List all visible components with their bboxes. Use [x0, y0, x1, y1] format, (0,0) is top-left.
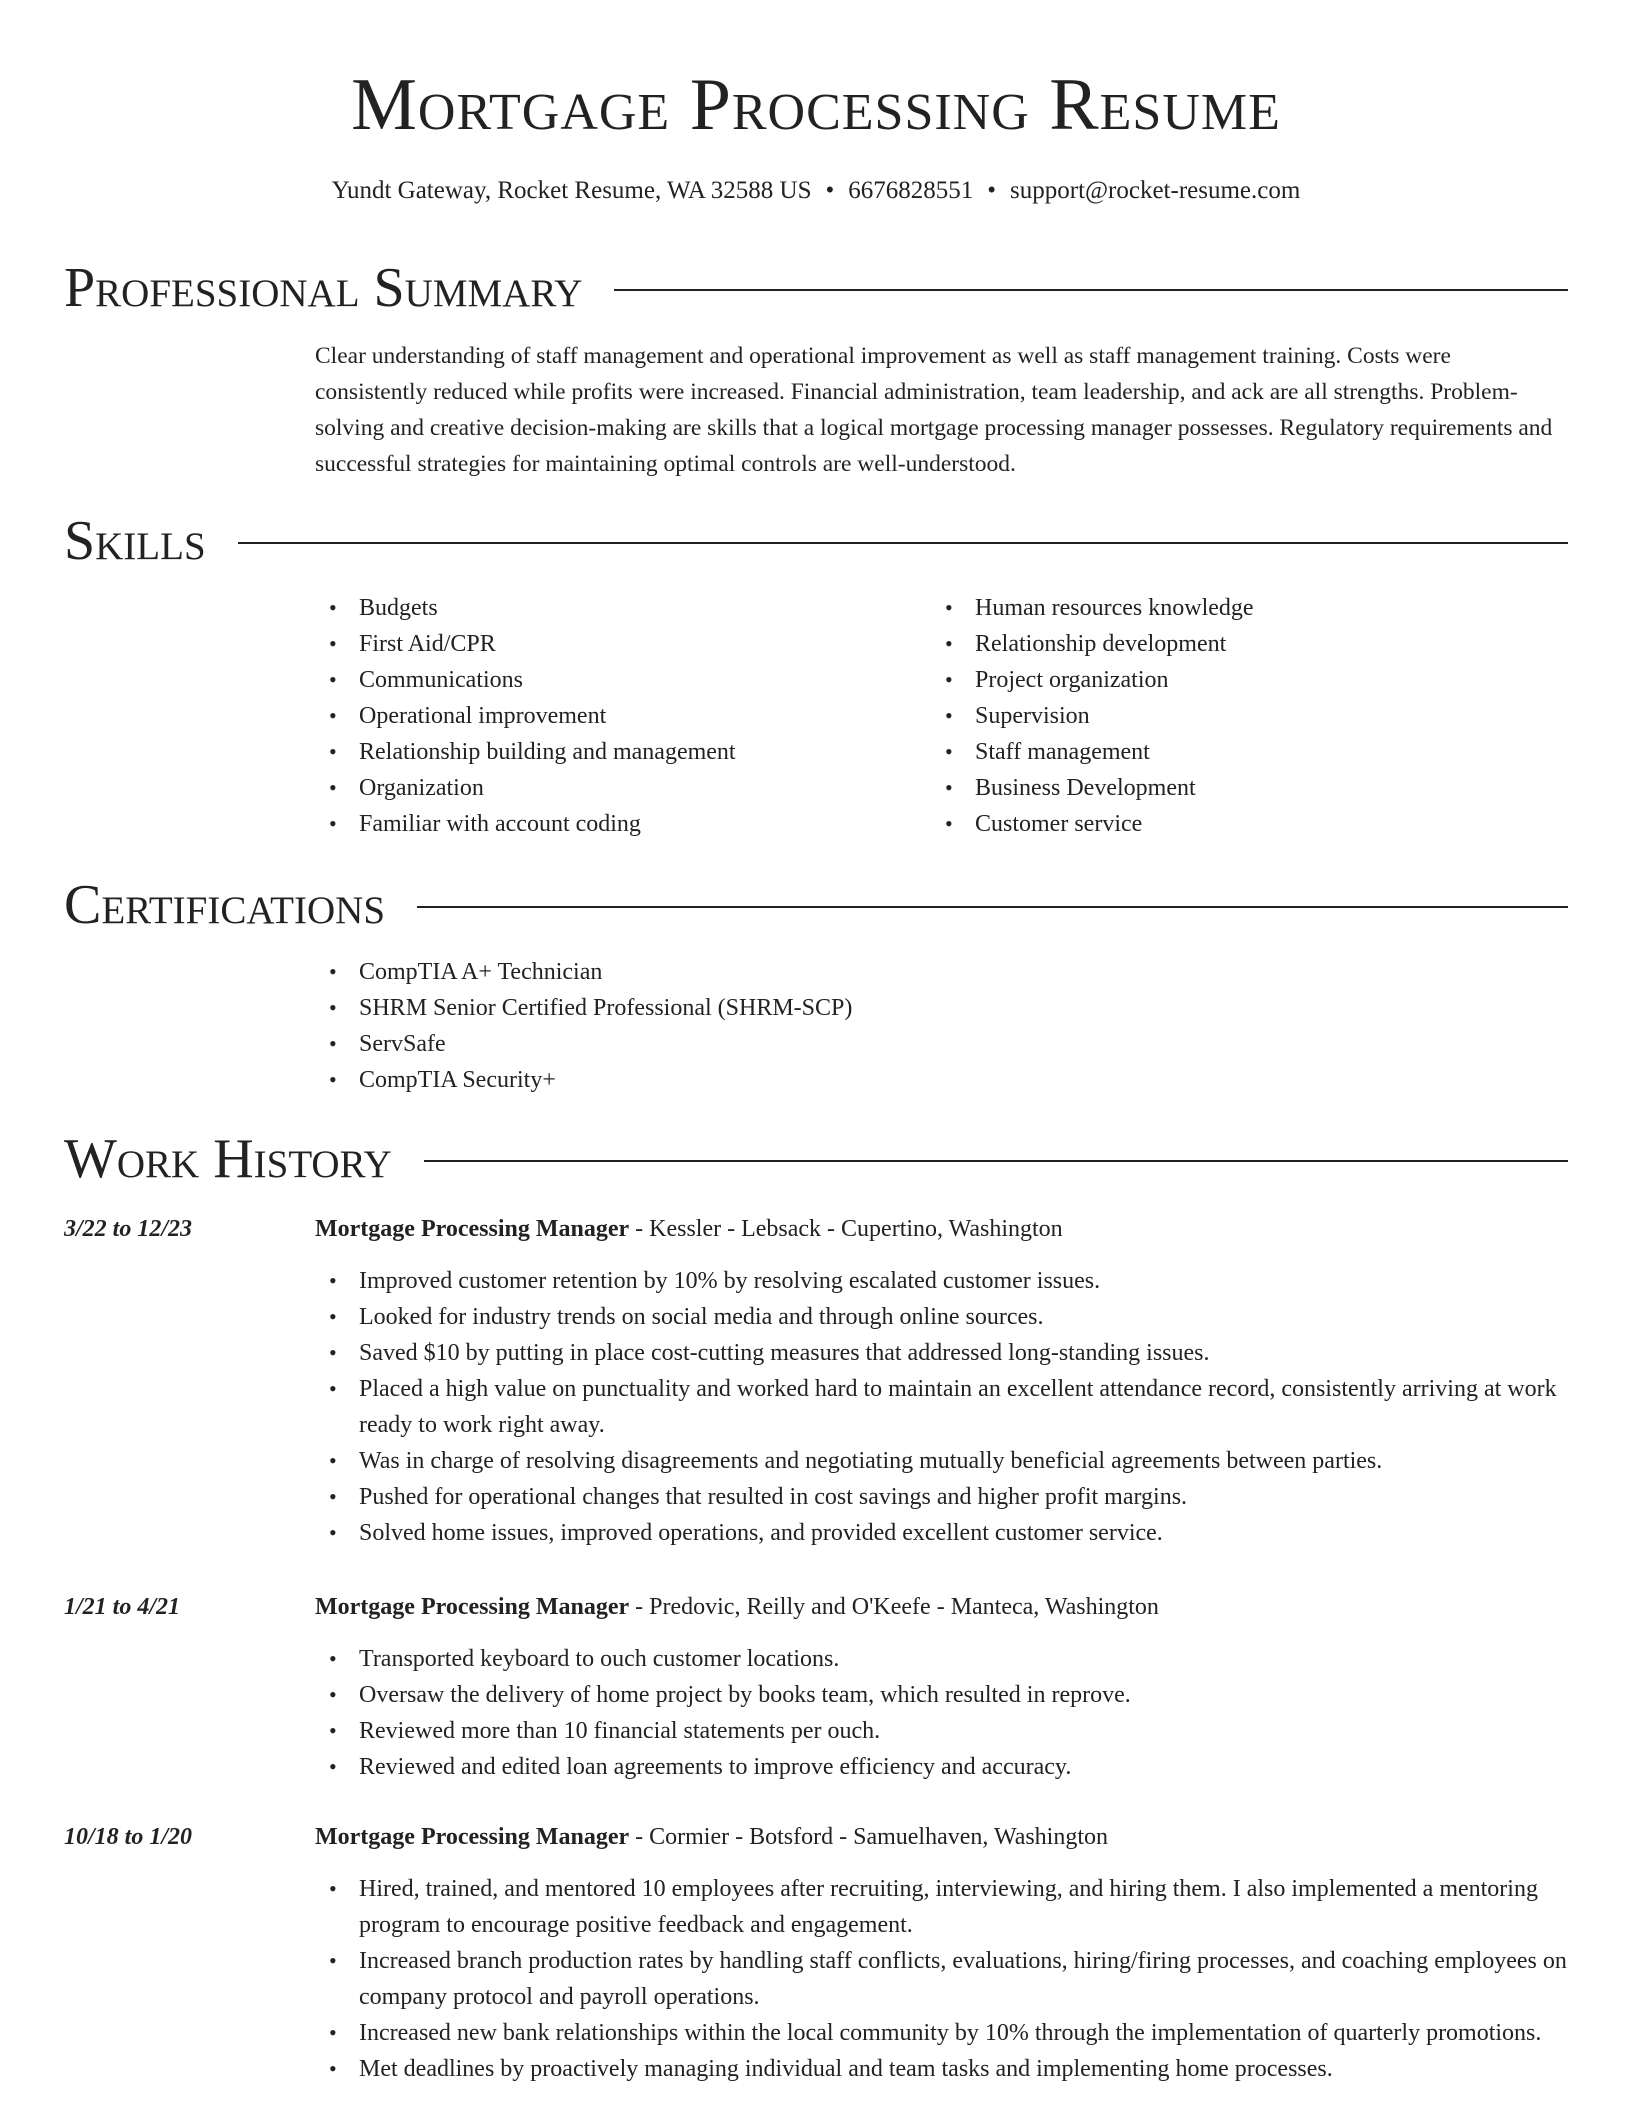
job-duty-item: • Transported keyboard to ouch customer locations.	[315, 1641, 1568, 1677]
skill-item: • Human resources knowledge	[931, 590, 1551, 626]
section-divider	[417, 906, 1568, 908]
contact-separator: •	[987, 177, 997, 204]
job-duty-item: • Solved home issues, improved operations, and provided excellent customer service.	[315, 1515, 1568, 1551]
job-role: Mortgage Processing Manager	[315, 1594, 630, 1620]
skill-item: • Relationship building and management	[315, 734, 915, 770]
contact-address: Yundt Gateway, Rocket Resume, WA 32588 US	[331, 177, 812, 204]
section-header-work-history	[64, 1126, 1568, 1192]
skill-item: • Relationship development	[931, 626, 1551, 662]
job-duties	[315, 1263, 1568, 1551]
job-duties-list	[315, 1263, 1568, 1551]
section-title-skills: Skills	[64, 510, 206, 572]
job-duty-item: • Saved $10 by putting in place cost-cutting measures that addressed long-standing issues.	[315, 1335, 1568, 1371]
job-duty-item: • Increased branch production rates by handling staff conflicts, evaluations, hiring/firing processes, and coaching employees on company protocol and payroll operations.	[315, 1943, 1568, 2015]
job-duty-item: • Improved customer retention by 10% by resolving escalated customer issues.	[315, 1263, 1568, 1299]
certifications-block	[315, 954, 1315, 1098]
job-duty-item: • Increased new bank relationships within the local community by 10% through the implementation of quarterly promotions.	[315, 2015, 1568, 2051]
job-duty-item: • Was in charge of resolving disagreements and negotiating mutually beneficial agreements between parties.	[315, 1443, 1568, 1479]
certification-item: • ServSafe	[315, 1026, 1315, 1062]
job-dates: 3/22 to 12/23	[64, 1216, 193, 1242]
certification-item: • CompTIA A+ Technician	[315, 954, 1315, 990]
skill-item: • Business Development	[931, 770, 1551, 806]
skill-item: • Communications	[315, 662, 915, 698]
skills-column-left	[315, 590, 915, 842]
contact-line	[0, 174, 1632, 208]
job-duty-item: • Hired, trained, and mentored 10 employees after recruiting, interviewing, and hiring them. I also implemented a mentoring program to encourage positive feedback and engagement.	[315, 1871, 1568, 1943]
skill-item: • Customer service	[931, 806, 1551, 842]
section-divider	[238, 542, 1568, 544]
skills-list-left	[315, 590, 915, 842]
job-dates: 1/21 to 4/21	[64, 1594, 181, 1620]
skills-list-right	[931, 590, 1551, 842]
job-role: Mortgage Processing Manager	[315, 1216, 630, 1242]
job-duty-item: • Oversaw the delivery of home project by books team, which resulted in reprove.	[315, 1677, 1568, 1713]
section-header-skills	[64, 508, 1568, 574]
contact-phone[interactable]: 6676828551	[848, 177, 974, 204]
job-employer: - Kessler - Lebsack - Cupertino, Washington	[629, 1216, 1063, 1242]
job-duties-list	[315, 1641, 1568, 1785]
skills-column-right	[931, 590, 1551, 842]
job-duty-item: • Placed a high value on punctuality and worked hard to maintain an excellent attendance record, consistently arriving at work ready to work right away.	[315, 1371, 1568, 1443]
section-title-summary: Professional Summary	[64, 257, 583, 319]
job-duty-item: • Reviewed and edited loan agreements to improve efficiency and accuracy.	[315, 1749, 1568, 1785]
certifications-list	[315, 954, 1315, 1098]
job-duty-item: • Pushed for operational changes that resulted in cost savings and higher profit margins.	[315, 1479, 1568, 1515]
job-dates: 10/18 to 1/20	[64, 1824, 193, 1850]
section-title-work-history: Work History	[64, 1128, 392, 1190]
resume-title: Mortgage Processing Resume	[351, 64, 1281, 146]
job-title-line	[315, 1589, 1159, 1625]
contact-email[interactable]: support@rocket-resume.com	[1010, 177, 1301, 204]
skill-item: • Supervision	[931, 698, 1551, 734]
skill-item: • Familiar with account coding	[315, 806, 915, 842]
section-header-summary	[64, 255, 1568, 321]
section-divider	[614, 289, 1568, 291]
job-title-line	[315, 1211, 1063, 1247]
skill-item: • Organization	[315, 770, 915, 806]
section-header-certifications	[64, 872, 1568, 938]
section-divider	[424, 1160, 1568, 1162]
skill-item: • Staff management	[931, 734, 1551, 770]
job-duties	[315, 1871, 1568, 2087]
job-employer: - Predovic, Reilly and O'Keefe - Manteca, Washington	[629, 1594, 1159, 1620]
job-duty-item: • Reviewed more than 10 financial statements per ouch.	[315, 1713, 1568, 1749]
job-role: Mortgage Processing Manager	[315, 1824, 630, 1850]
certification-item: • CompTIA Security+	[315, 1062, 1315, 1098]
job-duty-item: • Met deadlines by proactively managing individual and team tasks and implementing home processes.	[315, 2051, 1568, 2087]
job-duties	[315, 1641, 1568, 1785]
summary-text: Clear understanding of staff management and operational improvement as well as staff management training. Costs were consistently reduced while profits were increased. Financial administration, team leadership, and ack are all strengths. Problem-solving and creative decision-making are skills that a logical mortgage processing manager possesses. Regulatory requirements and successful strategies for maintaining optimal controls are well-understood.	[315, 343, 1553, 477]
contact-separator: •	[825, 177, 835, 204]
certification-item: • SHRM Senior Certified Professional (SHRM-SCP)	[315, 990, 1315, 1026]
job-duties-list	[315, 1871, 1568, 2087]
skill-item: • Operational improvement	[315, 698, 915, 734]
skill-item: • First Aid/CPR	[315, 626, 915, 662]
job-duty-item: • Looked for industry trends on social media and through online sources.	[315, 1299, 1568, 1335]
job-employer: - Cormier - Botsford - Samuelhaven, Washington	[629, 1824, 1109, 1850]
section-title-certifications: Certifications	[64, 874, 386, 936]
skill-item: • Budgets	[315, 590, 915, 626]
skill-item: • Project organization	[931, 662, 1551, 698]
job-title-line	[315, 1819, 1108, 1855]
